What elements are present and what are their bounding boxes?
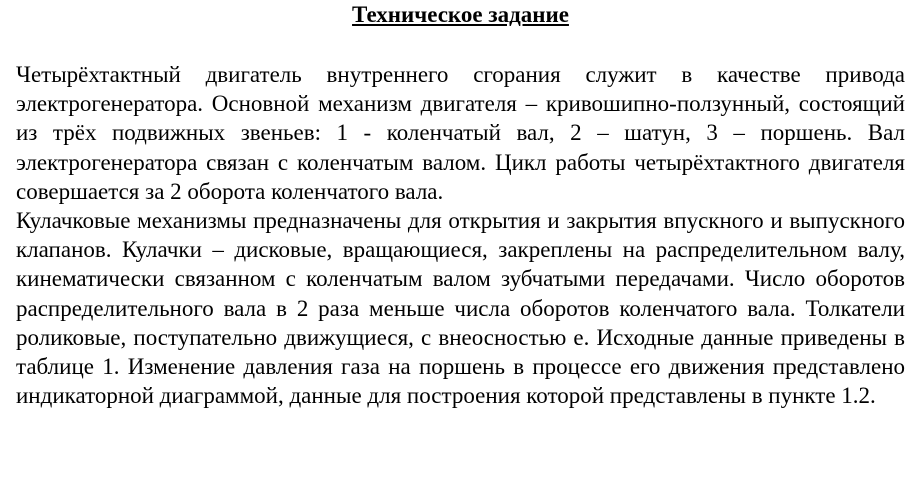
paragraph-engine-description: Четырёхтактный двигатель внутреннего сгорания служит в качестве привода электрогенератора. Основной механизм двигателя – кривошипно-ползунный, состоящий из трёх подвижных звеньев: 1 - коленчатый вал, 2 – шатун, 3 – поршень. Вал электрогенератора связан с коленчатым валом. Цикл работы четырёхтактного двигателя совершается за 2 оборота коленчатого вала. <box>16 62 905 204</box>
paragraph-cam-mechanisms: Кулачковые механизмы предназначены для открытия и закрытия впускного и выпускного клапанов. Кулачки – дисковые, вращающиеся, закреплены на распределительном валу, кинематически связанном с коленчатым валом зубчатыми передачами. Число оборотов распределительного вала в 2 раза меньше числа оборотов коленчатого вала. Толкатели роликовые, поступательно движущиеся, с внеосностью е. Исходные данные приведены в таблице 1. Изменение давления газа на поршень в процессе его движения представлено индикаторной диаграммой, данные для построения которой представлены в пункте 1.2. <box>16 208 905 409</box>
document-title: Техническое задание <box>352 2 569 27</box>
